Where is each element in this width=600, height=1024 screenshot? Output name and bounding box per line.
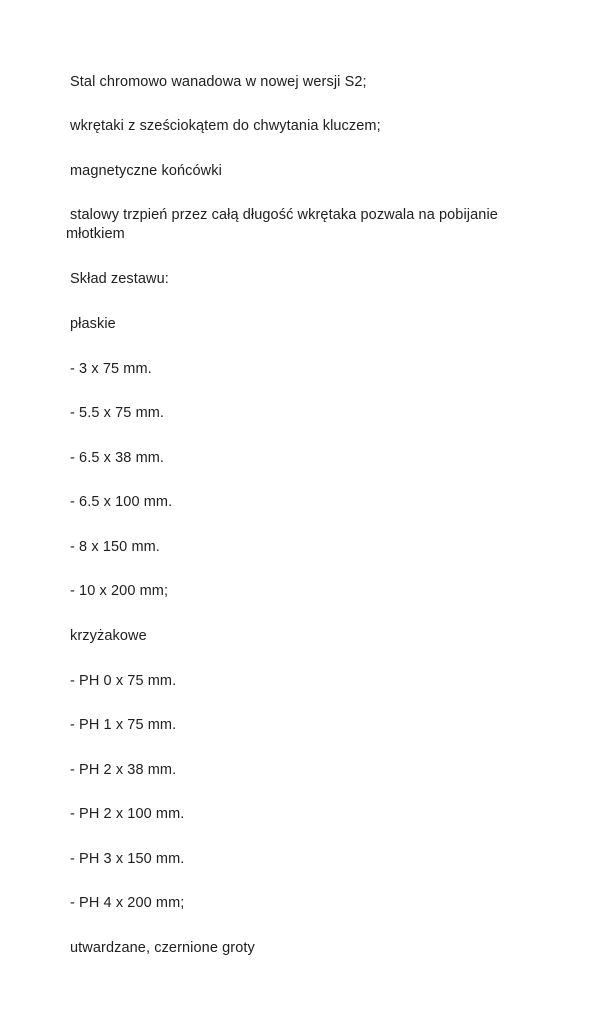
list-item: - 5.5 x 75 mm. [70, 405, 165, 421]
feature-line-shaft: stalowy trzpień przez całą długość wkrętaka pozwala na pobijanie młotkiem [66, 207, 498, 242]
list-item: - 8 x 150 mm. [70, 539, 160, 555]
list-item: - PH 2 x 100 mm. [70, 806, 185, 822]
flat-section-heading: płaskie [70, 316, 116, 332]
feature-line-material: Stal chromowo wanadowa w nowej wersji S2; [70, 74, 367, 90]
list-item: - 6.5 x 100 mm. [70, 494, 173, 510]
list-item: - PH 1 x 75 mm. [70, 717, 177, 733]
list-item: - 3 x 75 mm. [70, 361, 152, 377]
set-contents-heading: Skład zestawu: [70, 271, 169, 287]
list-item: - 6.5 x 38 mm. [70, 450, 165, 466]
list-item: - PH 0 x 75 mm. [70, 673, 177, 689]
feature-line-tips: utwardzane, czernione groty [70, 940, 255, 956]
list-item: - PH 2 x 38 mm. [70, 762, 177, 778]
list-item: - PH 4 x 200 mm; [70, 895, 185, 911]
list-item: - 10 x 200 mm; [70, 583, 169, 599]
phillips-section-heading: krzyżakowe [70, 628, 147, 644]
list-item: - PH 3 x 150 mm. [70, 851, 185, 867]
feature-line-magnetic: magnetyczne końcówki [70, 163, 222, 179]
feature-line-hex: wkrętaki z sześciokątem do chwytania kluczem; [70, 118, 381, 134]
